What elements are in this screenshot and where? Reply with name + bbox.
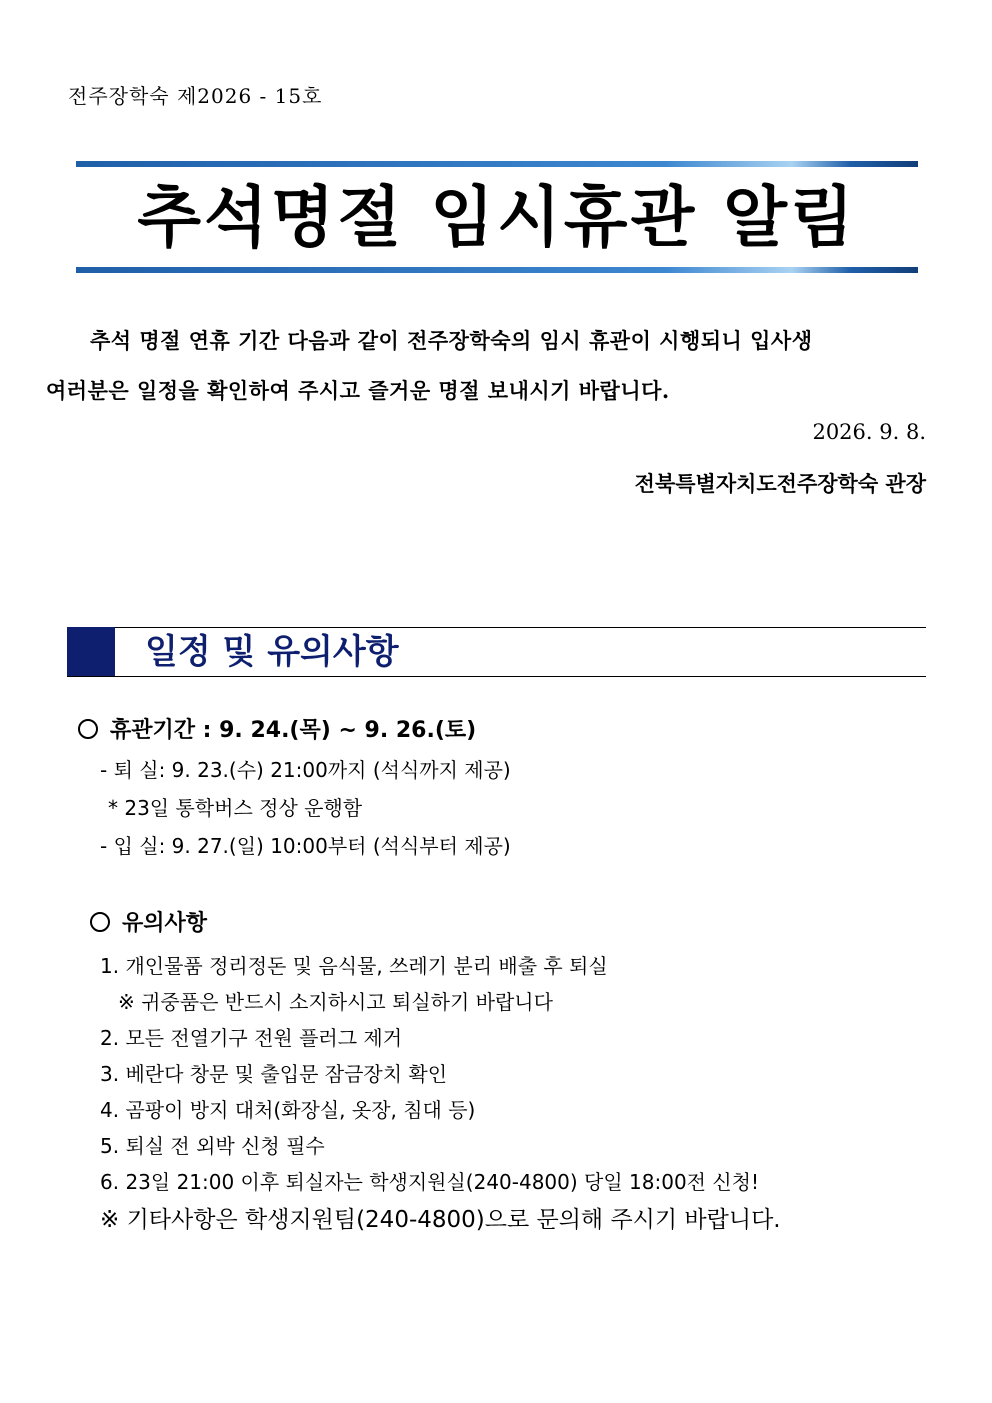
- intro-line-1: 추석 명절 연휴 기간 다음과 같이 전주장학숙의 임시 휴관이 시행되니 입사생: [90, 328, 813, 353]
- checkout-line: - 퇴 실: 9. 23.(수) 21:00까지 (석식까지 제공): [100, 758, 511, 782]
- notes-block: [90, 906, 950, 942]
- circle-bullet-icon: [90, 912, 110, 932]
- page-title: 추석명절 임시휴관 알림: [137, 179, 857, 256]
- bus-note: * 23일 통학버스 정상 운행함: [108, 796, 363, 820]
- circle-bullet-icon: [78, 719, 98, 739]
- document-number: 전주장학숙 제2026 - 15호: [68, 84, 323, 108]
- notes-list: [78, 948, 938, 1240]
- intro-line-2: 여러분은 일정을 확인하여 주시고 즐거운 명절 보내시기 바랍니다.: [46, 378, 670, 403]
- section-title: 일정 및 유의사항: [145, 632, 399, 672]
- intro-paragraph: [46, 316, 926, 416]
- section-marker-block: [67, 627, 115, 677]
- list-item: 5. 퇴실 전 외박 신청 필수: [100, 1134, 325, 1158]
- list-item: 3. 베란다 창문 및 출입문 잠금장치 확인: [100, 1062, 448, 1086]
- section-header: [67, 627, 926, 677]
- closure-heading-text: 휴관기간 : 9. 24.(목) ~ 9. 26.(토): [110, 718, 477, 743]
- contact-note: ※ 기타사항은 학생지원팀(240-4800)으로 문의해 주시기 바랍니다.: [100, 1207, 781, 1233]
- title-top-rule: [76, 161, 918, 167]
- list-item: 2. 모든 전열기구 전원 플러그 제거: [100, 1026, 403, 1050]
- sender-signature: 전북특별자치도전주장학숙 관장: [634, 471, 926, 496]
- section-bottom-rule: [67, 676, 926, 677]
- notes-heading-text: 유의사항: [122, 911, 208, 936]
- title-bottom-rule: [76, 267, 918, 273]
- list-subnote: ※ 귀중품은 반드시 소지하시고 퇴실하기 바랍니다: [118, 990, 553, 1014]
- title-banner: [76, 160, 918, 276]
- list-item: 4. 곰팡이 방지 대처(화장실, 옷장, 침대 등): [100, 1098, 476, 1122]
- closure-period-block: [78, 713, 938, 865]
- list-item: 6. 23일 21:00 이후 퇴실자는 학생지원실(240-4800) 당일 18:00전 신청!: [100, 1170, 760, 1194]
- issue-date: 2026. 9. 8.: [812, 420, 926, 444]
- section-top-rule: [67, 627, 926, 628]
- closure-heading: [78, 713, 938, 749]
- notes-heading: [90, 906, 950, 942]
- list-item: 1. 개인물품 정리정돈 및 음식물, 쓰레기 분리 배출 후 퇴실: [100, 954, 608, 978]
- checkin-line: - 입 실: 9. 27.(일) 10:00부터 (석식부터 제공): [100, 834, 511, 858]
